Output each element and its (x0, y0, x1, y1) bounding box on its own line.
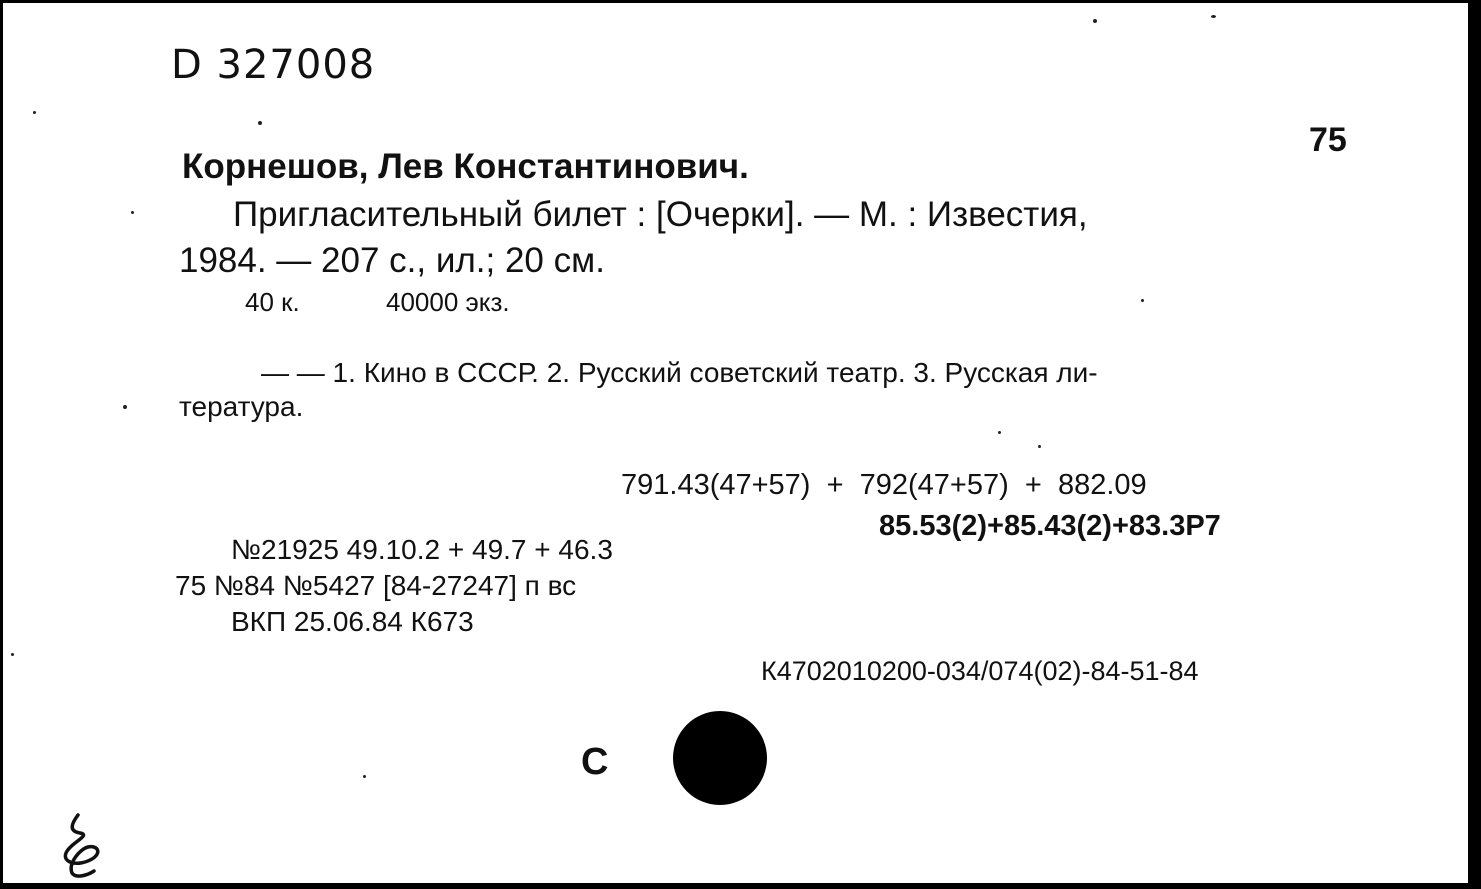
speck (1141, 299, 1144, 302)
black-dot-mark (673, 711, 767, 805)
speck (1038, 445, 1041, 448)
udc-index-line-1: 791.43(47+57) + 792(47+57) + 882.09 (621, 469, 1147, 501)
price: 40 к. (245, 287, 300, 317)
speck (123, 405, 127, 409)
subjects-line-2: тература. (179, 391, 304, 422)
catalog-numbers-line-3: ВКП 25.06.84 К673 (231, 606, 474, 637)
classification-mark: 75 (1309, 121, 1347, 159)
publication-details: 1984. — 207 с., ил.; 20 см. (179, 241, 605, 280)
stamp-letter: С (581, 741, 609, 783)
speck (998, 431, 1001, 434)
print-run: 40000 экз. (386, 287, 510, 317)
speck (1093, 19, 1097, 23)
speck (1211, 15, 1216, 18)
title-statement: Пригласительный билет : [Очерки]. — М. : Известия, (233, 195, 1088, 234)
publisher-code: К4702010200-034/074(02)-84-51-84 (761, 656, 1199, 686)
handwritten-mark-icon (58, 809, 118, 881)
author-heading: Корнешов, Лев Константинович. (182, 147, 749, 186)
catalog-numbers-line-2: 75 №84 №5427 [84-27247] п вс (175, 570, 577, 601)
speck (131, 211, 134, 214)
inventory-number: D 327008 (171, 42, 376, 88)
speck (363, 775, 366, 778)
subjects-line-1: — — 1. Кино в СССР. 2. Русский советский театр. 3. Русская ли- (261, 357, 1098, 388)
udc-index-line-2: 85.53(2)+85.43(2)+83.3Р7 (879, 510, 1221, 542)
speck (258, 121, 262, 125)
speck (33, 111, 36, 114)
speck (11, 653, 14, 656)
catalog-card (3, 3, 1473, 883)
catalog-numbers-line-1: №21925 49.10.2 + 49.7 + 46.3 (231, 534, 613, 565)
